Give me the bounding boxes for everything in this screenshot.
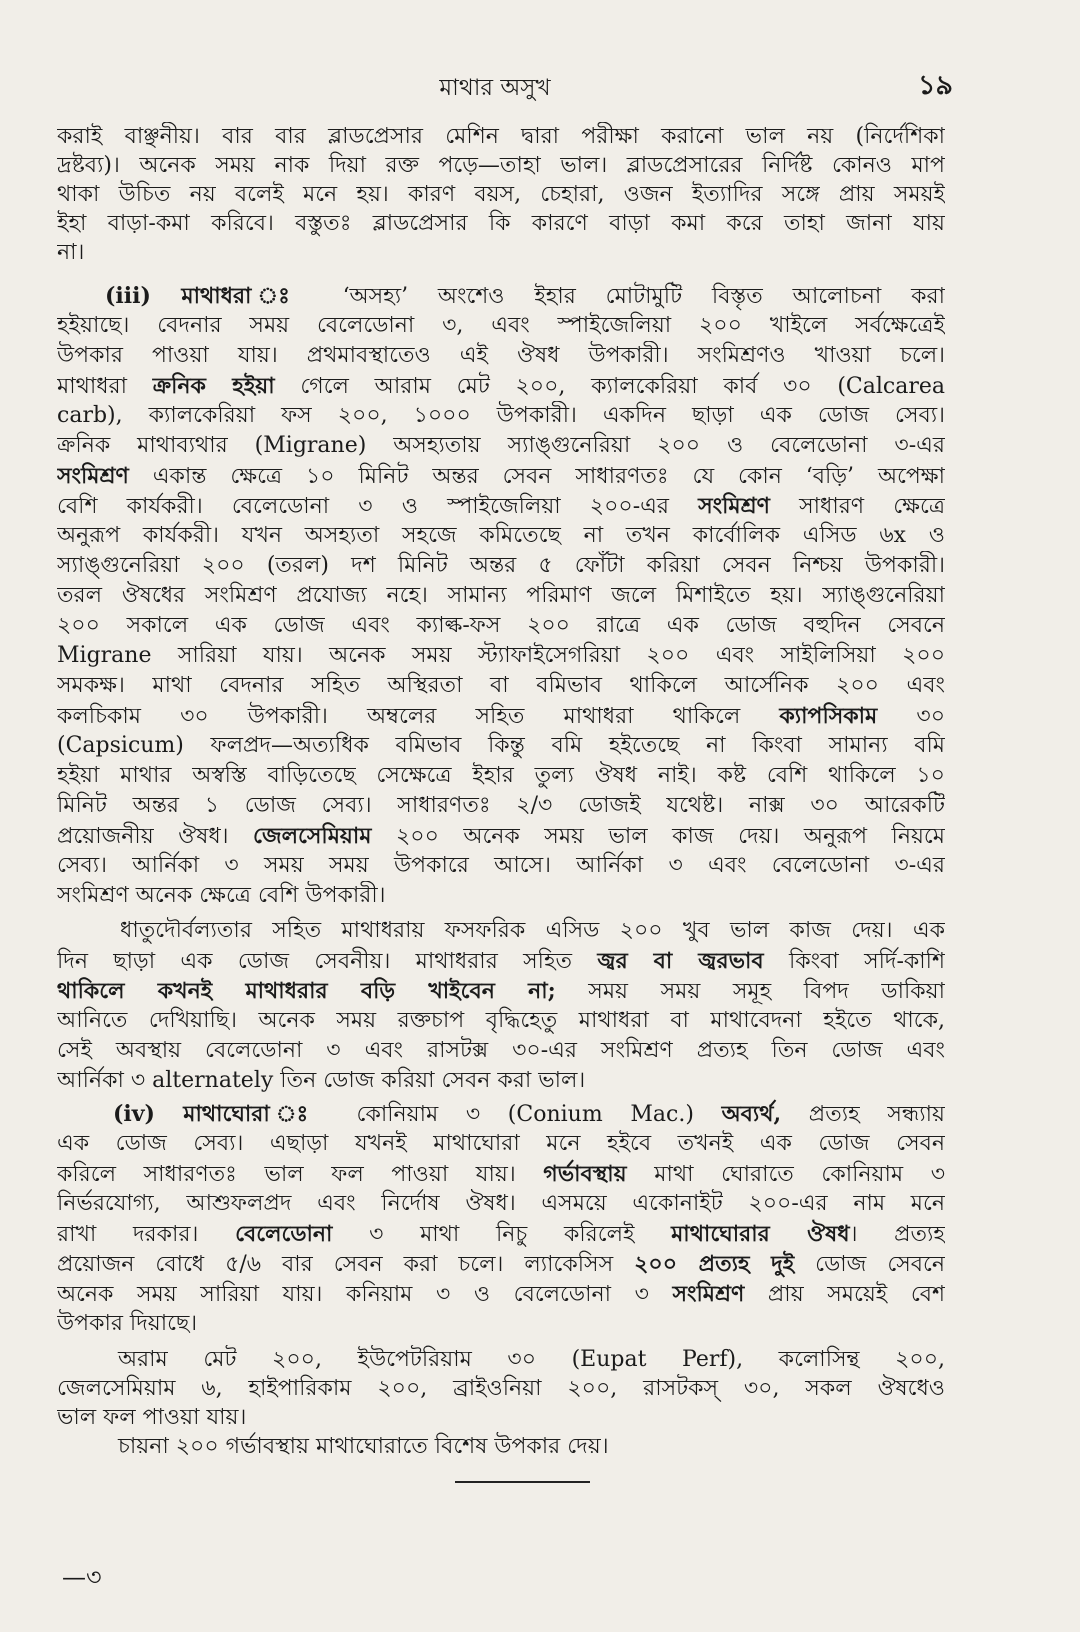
text-line	[57, 180, 945, 209]
bold-text-run: অব্যর্থ,	[721, 1101, 782, 1127]
text-line	[57, 1036, 945, 1066]
running-title: মাথার অসুখ	[439, 75, 551, 101]
text-run: সাধারণ ক্ষেত্রে	[769, 494, 945, 519]
text-line	[57, 461, 945, 491]
text-run: মাথা ঘোরাতে কোনিয়াম ৩	[626, 1162, 945, 1187]
text-run: তরল ঔষধের সংমিশ্রণ প্রযোজ্য নহে। সামান্য পরিমাণ জলে মিশাইতে হয়। স্যাঙ্গুনেরিয়া	[57, 583, 945, 608]
text-run: । প্রত্যহ	[849, 1222, 945, 1247]
text-line	[57, 916, 945, 946]
text-run: প্রত্যহ সন্ধ্যায়	[781, 1102, 945, 1127]
text-run: সংমিশ্রণ অনেক ক্ষেত্রে বেশি উপকারী।	[57, 883, 386, 908]
text-run: সময় সময় সমূহ বিপদ ডাকিয়া	[555, 979, 945, 1004]
bold-text-run: ক্যাপসিকাম	[779, 703, 878, 729]
text-line	[57, 946, 945, 976]
text-run: কোনিয়াম ৩ (Conium Mac.)	[328, 1102, 722, 1127]
text-run: কিংবা সর্দি-কাশি	[763, 949, 945, 974]
text-line	[57, 1249, 945, 1279]
text-run: মিনিট অন্তর ১ ডোজ সেব্য। সাধারণতঃ ২/৩ ডোজই যথেষ্ট। নাক্স ৩০ আরেকটি	[57, 793, 945, 818]
text-run: বেশি কার্যকরী। বেলেডোনা ৩ ও স্পাইজেলিয়া ২০০-এর	[57, 494, 699, 519]
text-run: আর্নিকা ৩ alternately তিন ডোজ করিয়া সেবন করা ভাল।	[57, 1068, 586, 1093]
text-run: অনেক সময় সারিয়া যায়। কনিয়াম ৩ ও বেলেডোনা ৩	[57, 1282, 673, 1307]
text-line	[57, 1279, 945, 1309]
bold-text-run: সংমিশ্রণ	[57, 463, 129, 489]
text-run: দ্রষ্টব্য)। অনেক সময় নাক দিয়া রক্ত পড়ে—তাহা ভাল। ব্লাডপ্রেসারের নির্দিষ্ট কোনও মাপ	[57, 153, 945, 178]
text-run: একান্ত ক্ষেত্রে ১০ মিনিট অন্তর সেবন সাধারণতঃ যে কোন ‘বড়ি’ অপেক্ষা	[128, 464, 945, 489]
text-line	[57, 1006, 945, 1036]
text-line	[57, 209, 945, 238]
text-run: এক ডোজ সেব্য। এছাড়া যখনই মাথাঘোরা মনে হইবে তখনই এক ডোজ সেবন	[57, 1131, 945, 1156]
paragraph-debility-headache	[57, 916, 945, 1096]
bold-text-run: বেলেডোনা	[235, 1221, 333, 1247]
text-run: জেলসেমিয়াম ৬, হাইপারিকাম ২০০, ব্রাইওনিয়া ২০০, রাসটকস্ ৩০, সকল ঔষধেও	[57, 1376, 945, 1401]
text-run: carb), ক্যালকেরিয়া ফস ২০০, ১০০০ উপকারী। একদিন ছাড়া এক ডোজ সেব্য।	[57, 403, 945, 428]
text-run: উপকার দিয়াছে।	[57, 1311, 198, 1336]
text-run: ‘অসহ্য’ অংশেও ইহার মোটামুটি বিস্তৃত আলোচনা করা	[312, 284, 945, 309]
text-run: রাখা দরকার।	[57, 1222, 236, 1247]
paragraph-other-remedies	[57, 1345, 945, 1432]
text-line	[57, 641, 945, 671]
text-run: ধাতুদৌর্বল্যতার সহিত মাথাধরায় ফসফরিক এসিড ২০০ খুব ভাল কাজ দেয়। এক	[120, 918, 945, 943]
text-run: ২০০ সকালে এক ডোজ এবং ক্যাল্ক-ফস ২০০ রাত্রে এক ডোজ বহুদিন সেবনে	[57, 613, 945, 638]
paragraph-headache	[57, 281, 945, 911]
text-line	[57, 281, 945, 311]
text-line	[57, 311, 945, 341]
text-run: দিন ছাড়া এক ডোজ সেবনীয়। মাথাধরার সহিত	[57, 949, 598, 974]
text-run: কলচিকাম ৩০ উপকারী। অম্বলের সহিত মাথাধরা থাকিলে	[57, 704, 780, 729]
text-line	[57, 1189, 945, 1219]
text-line	[57, 431, 945, 461]
text-line	[57, 151, 945, 180]
text-run: হইয়াছে। বেদনার সময় বেলেডোনা ৩, এবং স্পাইজেলিয়া ২০০ খাইলে সর্বক্ষেত্রেই	[57, 313, 945, 338]
bold-text-run: জেলসেমিয়াম	[253, 823, 372, 849]
text-line	[57, 122, 945, 151]
bold-text-run: সংমিশ্রণ	[672, 1281, 745, 1307]
text-line	[57, 371, 945, 401]
text-line	[57, 1432, 945, 1462]
text-run: প্রায় সময়েই বেশ	[744, 1282, 945, 1307]
text-line	[57, 521, 945, 551]
paragraph-bp-continuation	[57, 122, 945, 267]
signature-mark: —৩	[62, 1563, 102, 1591]
text-line	[57, 821, 945, 851]
text-run: নির্ভরযোগ্য, আশুফলপ্রদ এবং নির্দোষ ঔষধ। এসময়ে একোনাইট ২০০-এর নাম মনে	[57, 1191, 945, 1216]
text-line	[57, 1374, 945, 1403]
text-run: ইহা বাড়া-কমা করিবে। বস্তুতঃ ব্লাডপ্রেসার কি কারণে বাড়া কমা করে তাহা জানা যায়	[57, 211, 945, 236]
text-run: না।	[57, 240, 85, 265]
bold-text-run: গর্ভাবস্থায়	[543, 1161, 627, 1187]
text-line	[57, 1129, 945, 1159]
text-run: Migrane সারিয়া যায়। অনেক সময় স্ট্যাফাইসেগরিয়া ২০০ এবং সাইলিসিয়া ২০০	[57, 643, 945, 668]
text-run: (Capsicum) ফলপ্রদ—অত্যধিক বমিভাব কিন্তু বমি হইতেছে না কিংবা সামান্য বমি	[57, 733, 945, 758]
text-line	[57, 976, 945, 1006]
text-run: গেলে আরাম মেট ২০০, ক্যালকেরিয়া কার্ব ৩০ (Calcarea	[274, 374, 945, 399]
text-run: ৩০	[877, 704, 945, 729]
section-end-rule	[455, 1481, 590, 1483]
text-line	[57, 401, 945, 431]
text-line	[57, 1403, 945, 1432]
text-run: অনুরূপ কার্যকরী। যখন অসহ্যতা সহজে কমিতেছে না তখন কার্বোলিক এসিড ৬x ও	[57, 523, 945, 548]
bold-text-run: জ্বর বা জ্বরভাব	[597, 948, 764, 974]
text-line	[57, 1219, 945, 1249]
text-run: চায়না ২০০ গর্ভাবস্থায় মাথাঘোরাতে বিশেষ উপকার দেয়।	[118, 1434, 609, 1459]
text-line	[57, 761, 945, 791]
text-run: ২০০ অনেক সময় ভাল কাজ দেয়। অনুরূপ নিয়মে	[371, 824, 945, 849]
text-line	[57, 1099, 945, 1129]
text-line	[57, 238, 945, 267]
text-line	[57, 491, 945, 521]
text-run: করিলে সাধারণতঃ ভাল ফল পাওয়া যায়।	[57, 1162, 544, 1187]
text-line	[57, 1159, 945, 1189]
text-line	[57, 731, 945, 761]
text-run: আনিতে দেখিয়াছি। অনেক সময় রক্তচাপ বৃদ্ধিহেতু মাথাধরা বা মাথাবেদনা হইতে থাকে,	[57, 1008, 945, 1033]
text-run: করাই বাঞ্ছনীয়। বার বার ব্লাডপ্রেসার মেশিন দ্বারা পরীক্ষা করানো ভাল নয় (নির্দেশিকা	[57, 124, 945, 149]
text-run: ক্রনিক মাথাব্যথার (Migrane) অসহ্যতায় স্যাঙ্গুনেরিয়া ২০০ ও বেলেডোনা ৩-এর	[57, 433, 945, 458]
text-run: অরাম মেট ২০০, ইউপেটরিয়াম ৩০ (Eupat Perf), কলোসিন্থ ২০০,	[118, 1347, 945, 1372]
bold-text-run: (iii) মাথাধরা ঃ	[105, 283, 313, 309]
text-run: সেব্য। আর্নিকা ৩ সময় সময় উপকারে আসে। আর্নিকা ৩ এবং বেলেডোনা ৩-এর	[57, 853, 945, 878]
text-line	[57, 791, 945, 821]
text-line	[57, 1066, 945, 1096]
text-line	[57, 851, 945, 881]
text-line	[57, 1309, 945, 1339]
bold-text-run: (iv) মাথাঘোরা ঃ	[113, 1101, 329, 1127]
text-run: উপকার পাওয়া যায়। প্রথমাবস্থাতেও এই ঔষধ উপকারী। সংমিশ্রণও খাওয়া চলে।	[57, 343, 945, 368]
text-run: প্রয়োজনীয় ঔষধ।	[57, 824, 254, 849]
paragraph-china	[57, 1432, 945, 1462]
text-line	[57, 611, 945, 641]
text-line	[57, 701, 945, 731]
bold-text-run: ২০০ প্রত্যহ দুই	[634, 1251, 795, 1277]
text-line	[57, 1345, 945, 1374]
bold-text-run: ক্রনিক হইয়া	[152, 373, 275, 399]
text-run: মাথাধরা	[57, 374, 153, 399]
text-run: প্রয়োজন বোধে ৫/৬ বার সেবন করা চলে। ল্যাকেসিস	[57, 1252, 635, 1277]
text-line	[57, 581, 945, 611]
text-run: সমকক্ষ। মাথা বেদনার সহিত অস্থিরতা বা বমিভাব থাকিলে আর্সেনিক ২০০ এবং	[57, 673, 945, 698]
bold-text-run: সংমিশ্রণ	[698, 493, 770, 519]
text-line	[57, 341, 945, 371]
bold-text-run: মাথাঘোরার ঔষধ	[671, 1221, 850, 1247]
text-run: সেই অবস্থায় বেলেডোনা ৩ এবং রাসটক্স ৩০-এর সংমিশ্রণ প্রত্যহ তিন ডোজ এবং	[57, 1038, 945, 1063]
text-run: হইয়া মাথার অস্বস্তি বাড়িতেছে সেক্ষেত্রে ইহার তুল্য ঔষধ নাই। কষ্ট বেশি থাকিলে ১০	[57, 763, 945, 788]
text-run: ৩ মাথা নিচু করিলেই	[332, 1222, 672, 1247]
text-line	[57, 551, 945, 581]
text-line	[57, 881, 945, 911]
text-run: স্যাঙ্গুনেরিয়া ২০০ (তরল) দশ মিনিট অন্তর ৫ ফোঁটা করিয়া সেবন নিশ্চয় উপকারী।	[57, 553, 945, 578]
bold-text-run: থাকিলে কখনই মাথাধরার বড়ি খাইবেন না;	[57, 978, 556, 1004]
text-line	[57, 671, 945, 701]
text-run: ডোজ সেবনে	[794, 1252, 945, 1277]
page-number: ১৯	[917, 70, 953, 101]
paragraph-vertigo	[57, 1099, 945, 1339]
text-run: ভাল ফল পাওয়া যায়।	[57, 1405, 247, 1430]
text-run: থাকা উচিত নয় বলেই মনে হয়। কারণ বয়স, চেহারা, ওজন ইত্যাদির সঙ্গে প্রায় সময়ই	[57, 182, 945, 207]
